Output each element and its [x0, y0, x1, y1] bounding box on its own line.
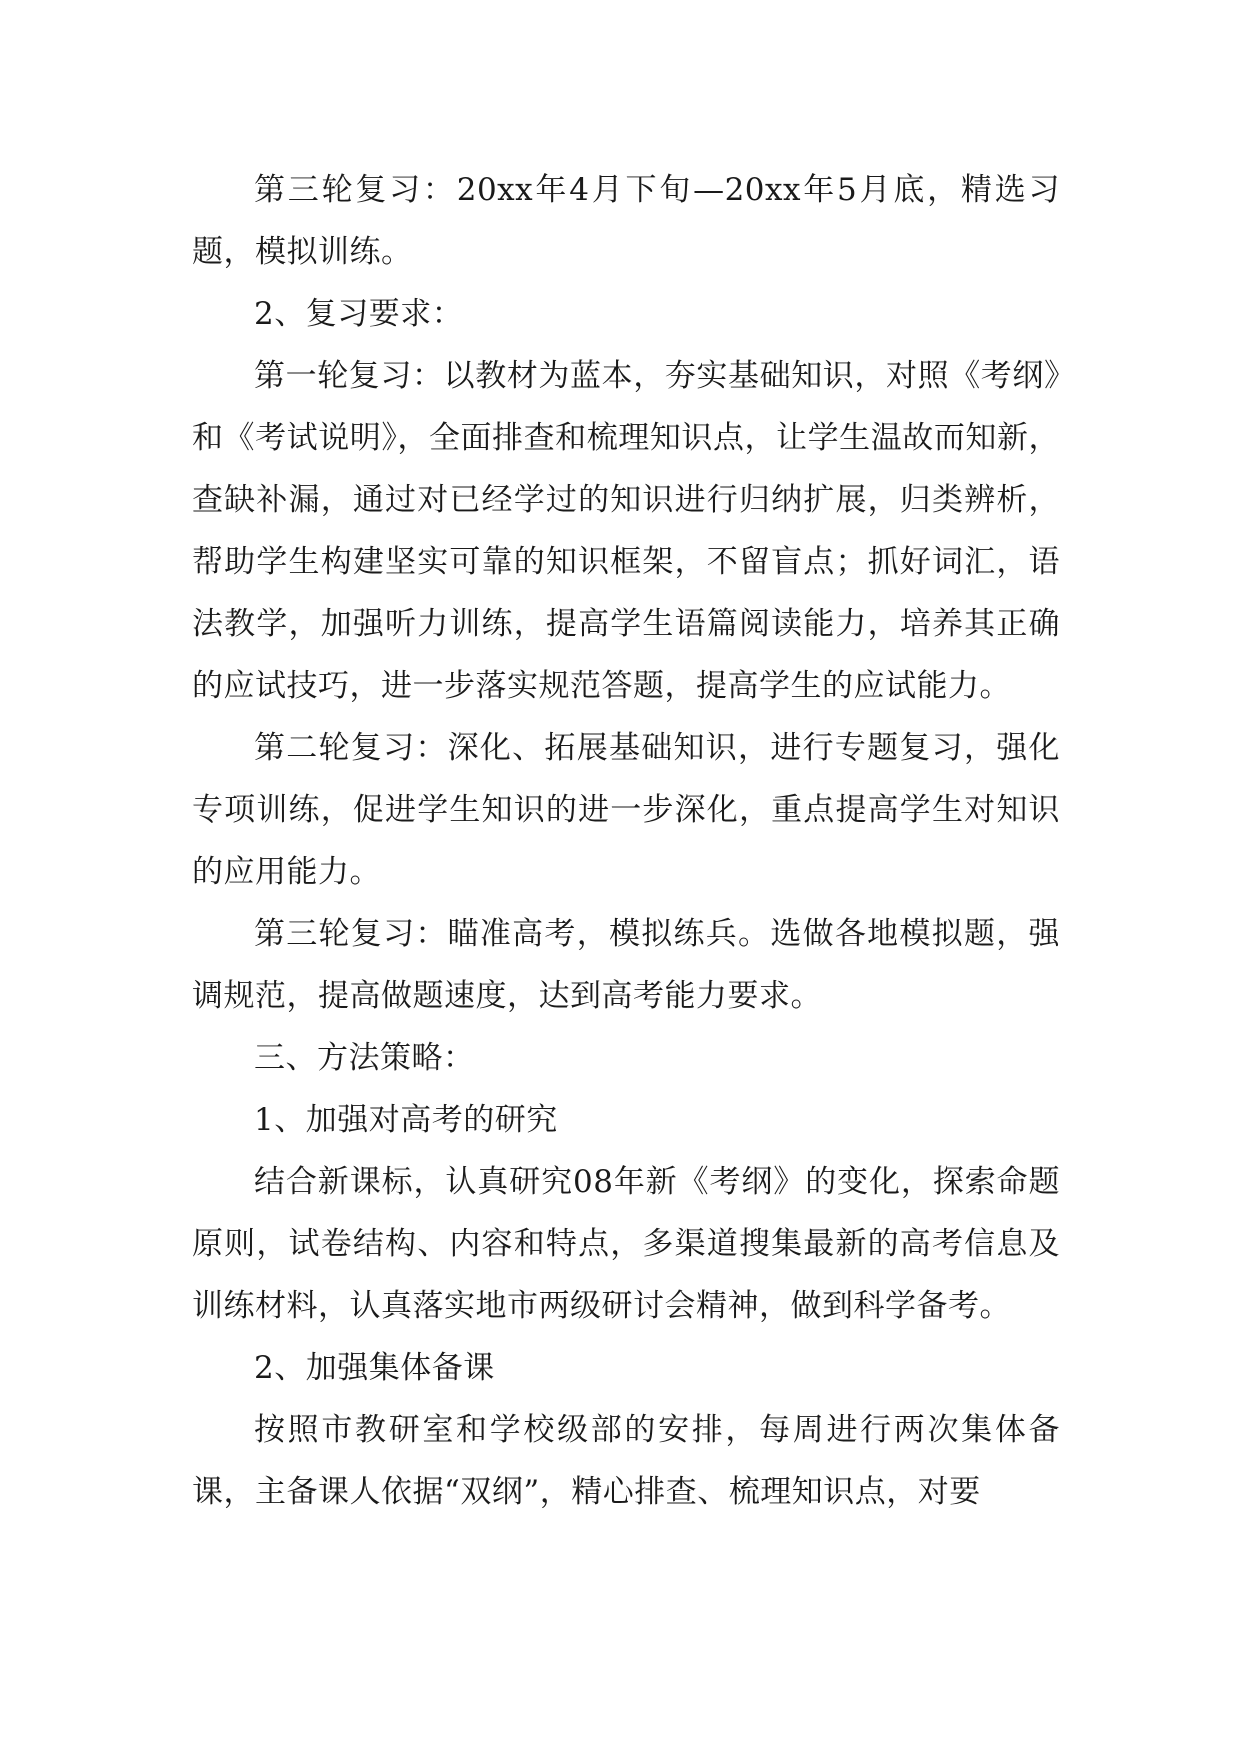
paragraph-collective-lesson-prep: 按照市教研室和学校级部的安排，每周进行两次集体备课，主备课人依据“双纲”，精心排查、梳理知识点，对要: [192, 1412, 1060, 1510]
heading-exam-research: 1、加强对高考的研究: [254, 1102, 558, 1138]
paragraph-review-round2: 第二轮复习：深化、拓展基础知识，进行专题复习，强化专项训练，促进学生知识的进一步深化，重点提高学生对知识的应用能力。: [192, 730, 1060, 890]
paragraph-review-round3: 第三轮复习：瞄准高考，模拟练兵。选做各地模拟题，强调规范，提高做题速度，达到高考能力要求。: [192, 916, 1060, 1014]
document-body: [192, 159, 1060, 1523]
heading-review-requirements: 2、复习要求：: [254, 296, 464, 332]
paragraph-exam-research: 结合新课标，认真研究08年新《考纲》的变化，探索命题原则，试卷结构、内容和特点，多渠道搜集最新的高考信息及训练材料，认真落实地市两级研讨会精神，做到科学备考。: [192, 1164, 1060, 1324]
heading-methods-strategies: 三、方法策略：: [254, 1040, 475, 1076]
heading-collective-lesson-prep: 2、加强集体备课: [254, 1350, 495, 1386]
paragraph-review-round1: 第一轮复习：以教材为蓝本，夯实基础知识，对照《考纲》和《考试说明》，全面排查和梳理知识点，让学生温故而知新，查缺补漏，通过对已经学过的知识进行归纳扩展，归类辨析，帮助学生构建坚实可靠的知识框架，不留盲点；抓好词汇，语法教学，加强听力训练，提高学生语篇阅读能力，培养其正确的应试技巧，进一步落实规范答题，提高学生的应试能力。: [192, 358, 1060, 704]
paragraph-review-round3-schedule: 第三轮复习：20xx年4月下旬—20xx年5月底，精选习题，模拟训练。: [192, 172, 1060, 270]
